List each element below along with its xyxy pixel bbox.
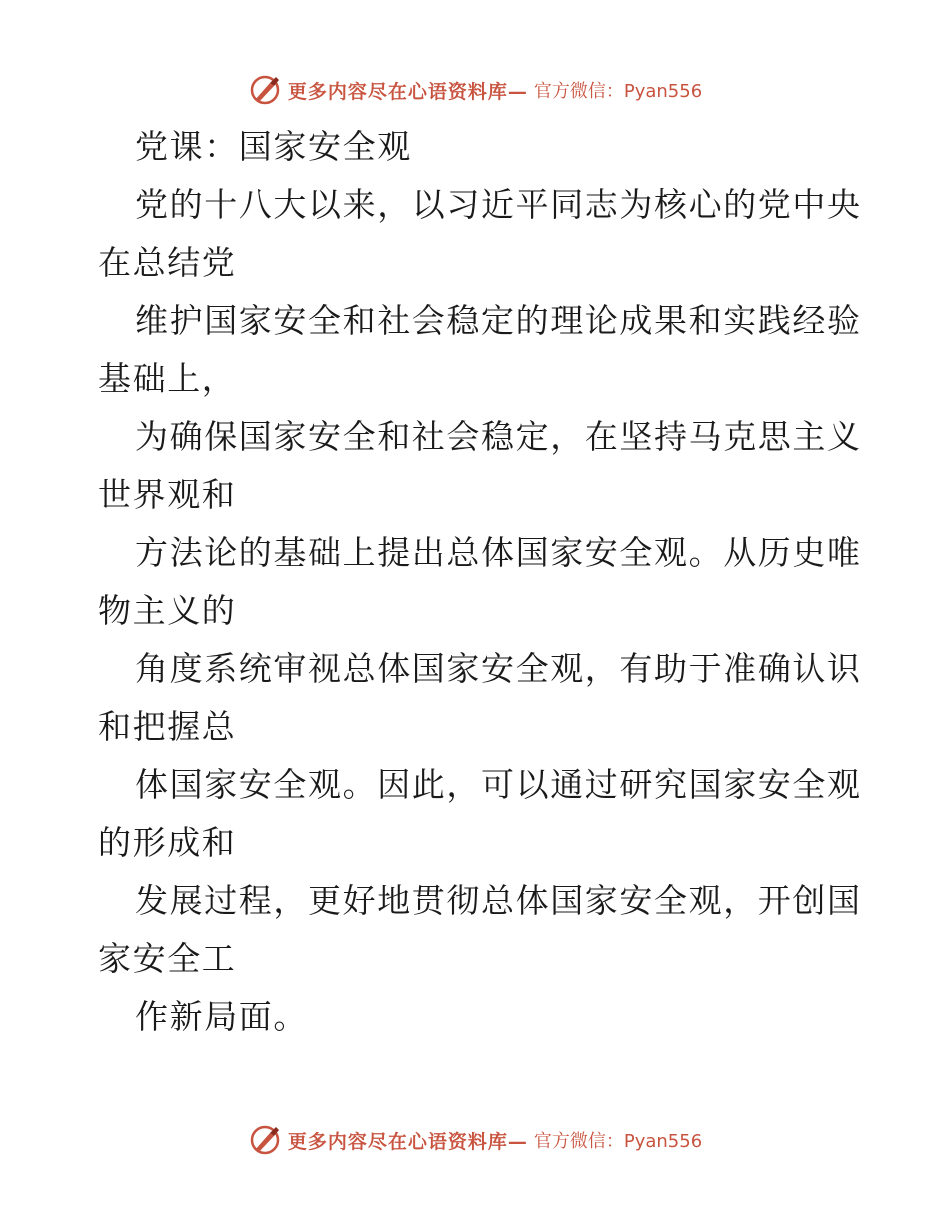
text-line: 为确保国家安全和社会稳定，在坚持马克思主义	[135, 417, 862, 456]
text-line: 作新局面。	[135, 997, 308, 1036]
footer-watermark	[0, 1120, 950, 1160]
text-line: 维护国家安全和社会稳定的理论成果和实践经验	[135, 301, 862, 340]
watermark-wechat: 官方微信：Pyan556	[533, 1131, 703, 1152]
text-line: 基础上，	[98, 359, 237, 398]
text-line: 的形成和	[98, 823, 237, 862]
text-line: 方法论的基础上提出总体国家安全观。从历史唯	[135, 533, 862, 572]
text-line: 党的十八大以来，以习近平同志为核心的党中央	[135, 185, 862, 224]
text-line: 体国家安全观。因此，可以通过研究国家安全观	[135, 765, 862, 804]
text-line: 家安全工	[98, 939, 237, 978]
text-line: 世界观和	[98, 475, 237, 514]
text-line: 发展过程，更好地贯彻总体国家安全观，开创国	[135, 881, 862, 920]
text-line: 物主义的	[98, 591, 237, 630]
document-body	[98, 118, 862, 1046]
watermark-text: 更多内容尽在心语资料库—	[287, 1130, 528, 1153]
pen-logo-icon	[248, 73, 282, 107]
text-line: 角度系统审视总体国家安全观，有助于准确认识	[135, 649, 862, 688]
watermark-wechat: 官方微信：Pyan556	[533, 81, 703, 102]
text-line: 和把握总	[98, 707, 237, 746]
document-title: 党课：国家安全观	[135, 127, 412, 166]
header-watermark	[0, 70, 950, 110]
watermark-text: 更多内容尽在心语资料库—	[287, 80, 528, 103]
text-line: 在总结党	[98, 243, 237, 282]
pen-logo-icon	[248, 1123, 282, 1157]
paragraph	[98, 176, 862, 1046]
